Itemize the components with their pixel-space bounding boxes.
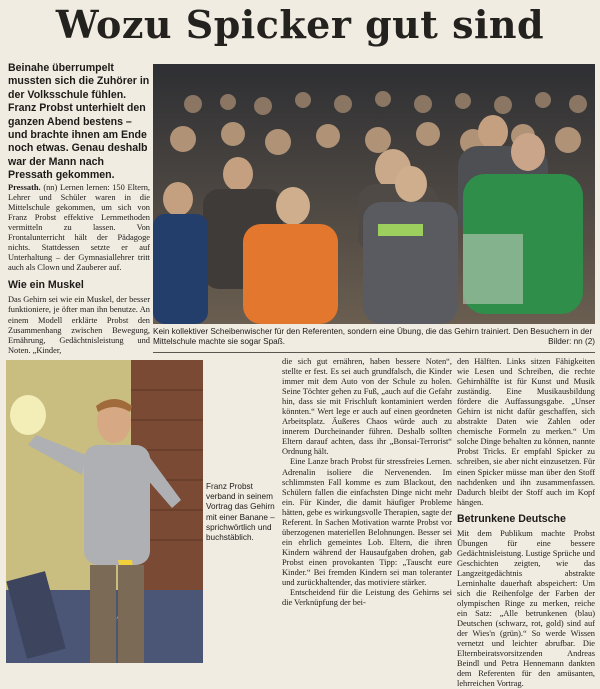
- column-1: [8, 183, 150, 356]
- lead-paragraph: Pressath. (nn) Lernen lernen: 150 Eltern, Lehrer und Schüler waren in die Mittelschule gekommen, um sich von Franz Probst effektive Lernmethoden vermitteln zu lassen. Von Frontalunterricht hält der Pädagoge nichts. Stattdessen setzte er auf Unterhaltung – der Gymnasiallehrer tritt auch als Clown und Zauberer auf.: [8, 183, 151, 273]
- body-paragraph: Entscheidend für die Leistung des Gehirns sei die Verknüpfung der bei-: [282, 588, 452, 608]
- caption-text: Kein kollektiver Scheibenwischer für den Referenten, sondern eine Übung, die das Gehirn trainiert. Den Besuchern in der Mittelschule machte sie sogar Spaß.: [153, 327, 593, 347]
- photo-audience: [153, 64, 595, 324]
- audience-illustration: [153, 64, 595, 324]
- column-2: [282, 357, 452, 608]
- divider: [153, 352, 595, 353]
- subhead-muskel: Wie ein Muskel: [8, 279, 84, 292]
- photo-caption-top: [153, 327, 595, 348]
- intro-teaser: Beinahe überrumpelt mussten sich die Zuhörer in der Volksschule fühlen. Franz Probst unterhielt den ganzen Abend bestens – und brachte ihnen am Ende noch etwas. Genau deshalb war der Mann nach Pressath gekommen.: [8, 62, 150, 182]
- author-tag: (nn): [43, 183, 58, 192]
- body-paragraph: die sich gut ernähren, haben bessere Noten“, stellte er fest. Es sei auch grundfalsch, die Kinder immer mit dem Auto von der Schule zu holen. Seine Töchter gehen zu Fuß, „auch auf die Gefahr hin, dass sie mit Frischluft kontaminiert werden könnten.“ Wert lege er auch auf einen geordneten Arbeitsplatz. Äußeres Chaos würde auch zu innerem Durcheinander führen. Deshalb sollten Eltern darauf achten, dass ihr „Bonsai-Terrorist“ Ordnung hält.: [282, 357, 452, 457]
- body-paragraph: den Hälften. Links sitzen Fähigkeiten wie Lesen und Schreiben, die rechte Gehirnhälfte ist für Kunst und Musik zuständig. Eine Musikausbildung fördere die Auffassungsgabe. „Unser Gehirn ist nicht dafür geschaffen, sich abstrakte Daten wie Zahlen oder chemische Formeln zu merken.“ Um solche Dinge behalten zu können, nannte Probst Tricks. Er empfahl Spicker zu schreiben, sie aber nicht einzusetzen. Für einen Spicker müsse man über den Stoff nachdenken und ihn zusammenfassen. Dadurch bleibt der Stoff auch im Kopf hängen.: [457, 357, 595, 507]
- column-3: [457, 357, 595, 689]
- dateline: Pressath.: [8, 183, 41, 192]
- photo-caption-bottom: Franz Probst verband in seinem Vortrag das Gehirn mit einer Banane – sprichwörtlich und buchstäblich.: [206, 482, 275, 543]
- headline: Wozu Spicker gut sind: [55, 2, 545, 47]
- body-paragraph: Das Gehirn sei wie ein Muskel, der besser funktioniere, je öfter man ihn benutze. An einem Modell erklärte Probst den Zusammenhang zwischen Bewegung, Ernährung, Gedächtnisleistung und Noten. „Kinder,: [8, 295, 150, 355]
- body-paragraph: Mit dem Publikum machte Probst Übungen für eine bessere Gedächtnisleistung. Lustige Sprüche und Geschichten zeigten, wie das Langzeitgedächtnis abstrakte Lerninhalte dauerhaft abspeichert: Um sich die Reihenfolge der Farben der olympischen Ringe zu merken, reiche ein Satz: „Alle betrunkenen (blau) Deutschen (schwarz, rot, gold) sind auf der Wies'n (grün).“ So werde Wissen vernetzt und leichter abrufbar. Die Elternbeiratsvorsitzenden Andreas Beindl und Petra Hennemann dankten dem Referenten für den amüsanten, lehrreichen Vortrag.: [457, 528, 595, 689]
- subhead-betrunkene-deutsche: Betrunkene Deutsche: [457, 512, 566, 525]
- photo-speaker: [6, 360, 203, 663]
- body-paragraph: Eine Lanze brach Probst für stressfreies Lernen. Adrenalin isoliere die Nervenenden. Im schlimmsten Fall komme es zum Blackout, den Schülern fallen die einfachsten Dinge nicht mehr ein. Für Kinder, die damit häufiger Probleme hätten, gebe es wirkungsvolle Therapien, sagte der Referent. In Sachen Motivation warnte Probst vor überzogenen materiellen Belohnungen. Besser sei ein ehrlich gemeintes Lob. Eltern, die ihren Kindern während der Hausaufgaben drohen, gab Probst einen provokanten Tipp: „Tauscht eure Kinder.“ Bei fremden Kindern sei man toleranter und zurückhaltender, das motiviere stärker.: [282, 457, 452, 588]
- speaker-illustration: [6, 360, 203, 663]
- photo-credit: Bilder: nn (2): [548, 337, 595, 347]
